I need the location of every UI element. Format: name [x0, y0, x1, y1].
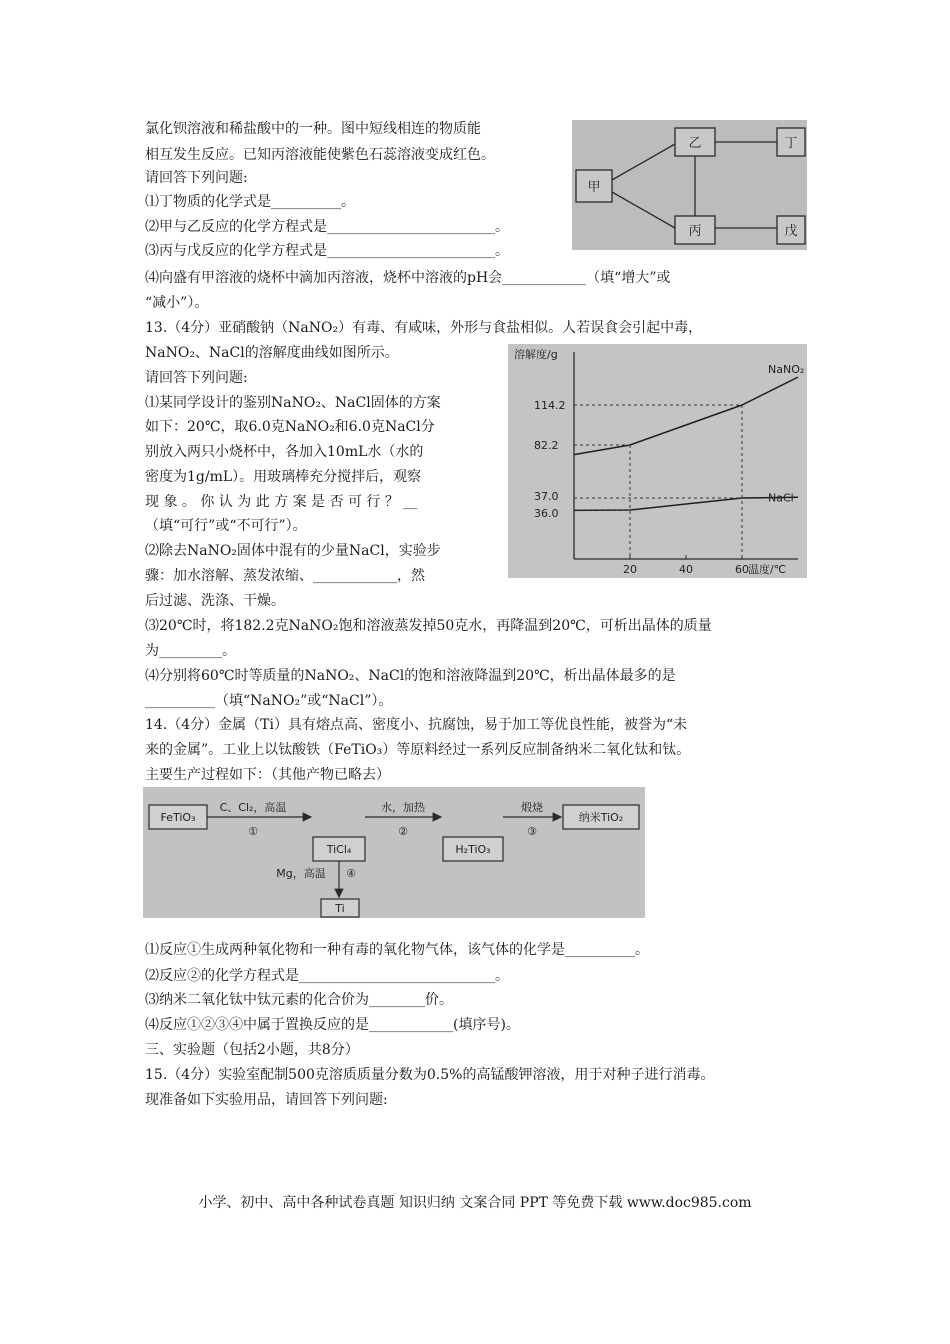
text-line: 13.（4分）亚硝酸钠（NaNO₂）有毒、有咸味，外形与食盐相似。人若误食会引起中毒， — [145, 320, 703, 336]
text-line: 后过滤、洗涤、干燥。 — [145, 593, 285, 609]
x-tick-label: 60 — [735, 563, 749, 576]
step1-condition: C、Cl₂，高温 — [219, 801, 287, 814]
text-line: 14.（4分）金属（Ti）具有熔点高、密度小、抗腐蚀，易于加工等优良性能，被誉为“未 — [145, 717, 688, 733]
page-footer: 小学、初中、高中各种试卷真题 知识归纳 文案合同 PPT 等免费下载 www.doc985.com — [198, 1195, 752, 1211]
text-line: ⑷向盛有甲溶液的烧杯中滴加丙溶液，烧杯中溶液的pH会____________（填“增大”或 — [145, 270, 671, 286]
text-line: 请回答下列问题: — [145, 170, 248, 186]
text-line: ⑷反应①②③④中属于置换反应的是____________(填序号)。 — [145, 1017, 520, 1033]
solubility-chart — [508, 344, 807, 578]
y-tick-label: 36.0 — [534, 507, 559, 520]
series-line-0 — [574, 377, 798, 454]
y-tick-label: 37.0 — [534, 490, 559, 503]
y-tick-label: 114.2 — [534, 399, 566, 412]
step4-number: ④ — [346, 867, 356, 880]
y-axis-label: 溶解度/g — [514, 348, 558, 361]
text-line: （填“可行”或“不可行”）。 — [145, 518, 307, 534]
text-line: 相互发生反应。已知丙溶液能使紫色石蕊溶液变成红色。 — [145, 147, 495, 163]
text-line: ⑶纳米二氧化钛中钛元素的化合价为________价。 — [145, 992, 453, 1008]
step1-number: ① — [248, 825, 258, 838]
text-line: 请回答下列问题: — [145, 370, 248, 386]
text-line: 密度为1g/mL）。用玻璃棒充分搅拌后，观察 — [145, 469, 422, 485]
process-flow-diagram — [143, 787, 645, 918]
text-line: 现准备如下实验用品，请回答下列问题: — [145, 1092, 388, 1108]
step3-number: ③ — [527, 825, 537, 838]
node-fetio3: FeTiO₃ — [160, 811, 196, 824]
text-line: 15.（4分）实验室配制500克溶质质量分数为0.5%的高锰酸钾溶液，用于对种子进行消毒。 — [145, 1067, 715, 1083]
text-line: ⑵除去NaNO₂固体中混有的少量NaCl，实验步 — [145, 543, 441, 559]
text-line: ⑴丁物质的化学式是__________。 — [145, 194, 355, 210]
text-line: 现 象 。 你 认 为 此 方 案 是 否 可 行 ？ __ — [145, 494, 418, 510]
node-h2tio3: H₂TiO₃ — [455, 843, 491, 856]
text-line: 骤：加水溶解、蒸发浓缩、____________，然 — [145, 568, 425, 584]
series-line-1 — [574, 497, 798, 510]
text-line: 氯化钡溶液和稀盐酸中的一种。图中短线相连的物质能 — [145, 121, 481, 137]
series-label: NaCl — [768, 491, 794, 505]
text-line: 来的金属”。工业上以钛酸铁（FeTiO₃）等原料经过一系列反应制备纳米二氧化钛和钛。 — [145, 742, 691, 758]
node-product: 纳米TiO₂ — [578, 811, 624, 824]
step2-condition: 水，加热 — [381, 801, 425, 814]
text-line: ⑵反应②的化学方程式是____________________________。 — [145, 968, 509, 984]
text-line: ⑶20℃时，将182.2克NaNO₂饱和溶液蒸发掉50克水，再降温到20℃，可析出晶体的质量 — [145, 618, 712, 634]
relation-diagram — [572, 120, 807, 250]
node-label: 乙 — [688, 136, 702, 151]
text-line: ⑴某同学设计的鉴别NaNO₂、NaCl固体的方案 — [145, 395, 441, 411]
y-tick-label: 82.2 — [534, 439, 559, 452]
text-line: 主要生产过程如下：（其他产物已略去） — [145, 767, 390, 783]
step2-number: ② — [398, 825, 408, 838]
text-line: 如下：20℃，取6.0克NaNO₂和6.0克NaCl分 — [145, 419, 435, 435]
node-label: 戊 — [784, 224, 798, 239]
step3-condition: 煅烧 — [521, 801, 543, 814]
node-label: 丙 — [688, 224, 702, 239]
text-line: ⑵甲与乙反应的化学方程式是________________________。 — [145, 219, 509, 235]
text-line: ⑷分别将60℃时等质量的NaNO₂、NaCl的饱和溶液降温到20℃，析出晶体最多的是 — [145, 668, 676, 684]
x-tick-label: 20 — [623, 563, 637, 576]
text-line: 三、实验题（包括2小题，共8分） — [145, 1042, 359, 1058]
text-line: __________（填“NaNO₂”或“NaCl”）。 — [145, 693, 393, 709]
text-line: 为_________。 — [145, 643, 236, 659]
text-line: 别放入两只小烧杯中，各加入10mL水（水的 — [145, 444, 424, 460]
text-line: “减小”）。 — [145, 295, 209, 311]
step4-condition: Mg，高温 — [276, 867, 326, 880]
node-ticl4: TiCl₄ — [326, 843, 352, 856]
text-line: ⑴反应①生成两种氧化物和一种有毒的氧化物气体，该气体的化学是__________。 — [145, 942, 649, 958]
x-axis-label: 温度/℃ — [748, 563, 787, 576]
text-line: NaNO₂、NaCl的溶解度曲线如图所示。 — [145, 345, 399, 361]
x-tick-label: 40 — [679, 563, 693, 576]
node-label: 丁 — [784, 136, 798, 151]
node-ti: Ti — [335, 902, 345, 915]
series-label: NaNO₂ — [768, 363, 805, 377]
node-label: 甲 — [587, 180, 601, 195]
text-line: ⑶丙与戊反应的化学方程式是________________________。 — [145, 243, 509, 259]
